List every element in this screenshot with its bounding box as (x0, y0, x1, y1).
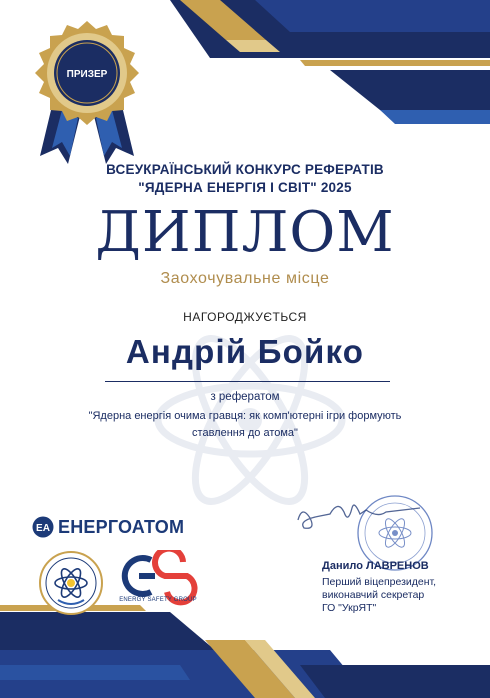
prize-medal-icon (22, 18, 152, 168)
essay-intro: з рефератом (210, 391, 280, 403)
contest-name-line2: "ЯДЕРНА ЕНЕРГІЯ І СВІТ" 2025 (138, 180, 352, 195)
signatory-name: Данило ЛАВРЕНОВ (322, 560, 429, 572)
award-place: Заохочувальне місце (160, 270, 330, 287)
signatory-position-line3: ГО "УкрЯТ" (322, 602, 377, 614)
recipient-name: Андрій Бойко (125, 333, 365, 370)
signatory-position-line1: Перший віцепрезидент, (322, 576, 437, 588)
energoatom-logo-text: ЕНЕРГОАТОМ (58, 517, 185, 537)
medal-label: ПРИЗЕР (66, 69, 108, 80)
energoatom-mark-icon (32, 516, 54, 538)
essay-title: "Ядерна енергія очима гравця: як комп'ютерні ігри формують ставлення до атома" (88, 410, 402, 439)
diploma-title: ДИПЛОМ (95, 200, 395, 265)
esg-caption: ENERGY SAFETY GROUP (119, 597, 197, 603)
official-stamp-icon (358, 496, 432, 570)
divider-line (105, 381, 390, 382)
signatory-position-line2: виконавчий секретар (322, 589, 425, 601)
nuclear-society-logo-icon (38, 550, 104, 616)
energoatom-mark-text: EA (36, 523, 50, 534)
awarded-label: НАГОРОДЖУЄТЬСЯ (183, 310, 307, 324)
contest-name-line1: ВСЕУКРАЇНСЬКИЙ КОНКУРС РЕФЕРАТІВ (106, 162, 384, 177)
